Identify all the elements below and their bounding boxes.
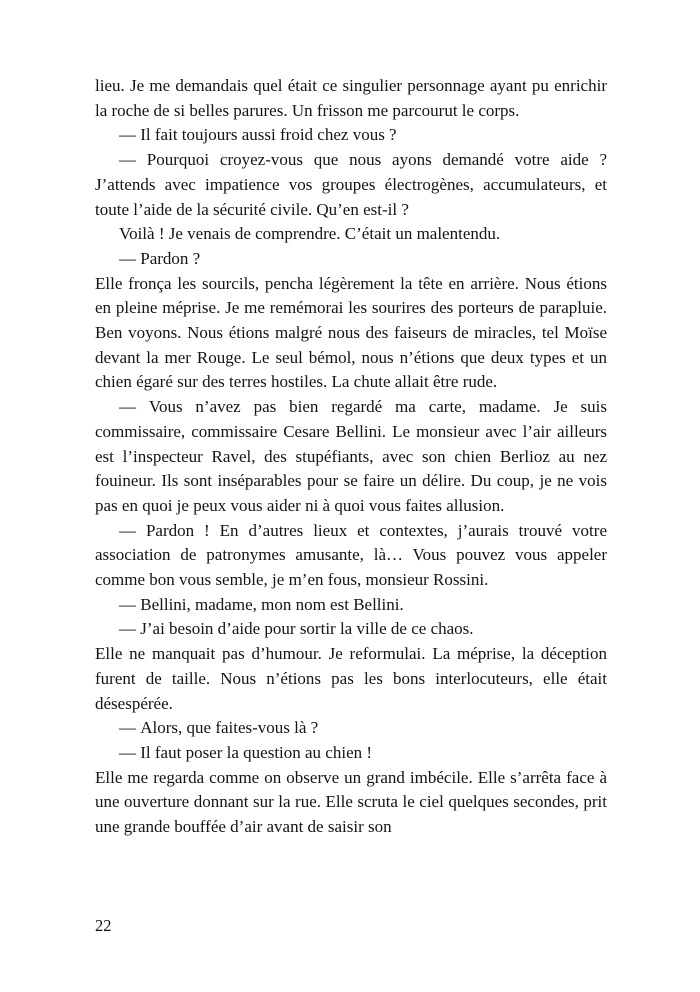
paragraph: — J’ai besoin d’aide pour sortir la ville de ce chaos. bbox=[119, 619, 474, 639]
paragraph: — Bellini, madame, mon nom est Bellini. bbox=[119, 594, 404, 614]
paragraph: lieu. Je me demandais quel était ce singulier personnage ayant pu enrichir la roche de si belles parures. Un frisson me parcourut le corps. bbox=[95, 76, 607, 120]
paragraph: Elle ne manquait pas d’humour. Je reformulai. La méprise, la déception furent de taille. Nous n’étions pas les bons interlocuteurs, elle était désespérée. bbox=[95, 644, 607, 713]
paragraph: Voilà ! Je venais de comprendre. C’était un malentendu. bbox=[119, 224, 501, 244]
paragraph: — Il faut poser la question au chien ! bbox=[119, 742, 373, 762]
paragraph: Elle me regarda comme on observe un grand imbécile. Elle s’arrêta face à une ouverture donnant sur la rue. Elle scruta le ciel quelques secondes, prit une grande bouffée d’air avant de saisir son bbox=[95, 767, 607, 837]
page-number: 22 bbox=[95, 916, 112, 935]
paragraph: — Pardon ! En d’autres lieux et contextes, j’aurais trouvé votre association de patronymes amusante, là… Vous pouvez vous appeler comme bon vous semble, je m’en fous, monsieur Rossini. bbox=[95, 520, 607, 590]
paragraph: — Pardon ? bbox=[119, 248, 201, 268]
paragraph: Elle fronça les sourcils, pencha légèrement la tête en arrière. Nous étions en pleine méprise. Je me remémorai les sourires des porteurs de parapluie. Ben voyons. Nous étions malgré nous des faiseurs de miracles, tel Moïse devant la mer Rouge. Le seul bémol, nous n’étions que deux types et un chien égaré sur des terres hostiles. La chute allait être rude. bbox=[95, 273, 607, 392]
paragraph: — Alors, que faites-vous là ? bbox=[119, 718, 319, 738]
body-text bbox=[95, 74, 607, 840]
paragraph: — Pourquoi croyez-vous que nous ayons demandé votre aide ? J’attends avec impatience vos groupes électrogènes, accumulateurs, et toute l’aide de la sécurité civile. Qu’en est-il ? bbox=[95, 150, 607, 219]
paragraph: — Il fait toujours aussi froid chez vous ? bbox=[119, 125, 397, 145]
paragraph: — Vous n’avez pas bien regardé ma carte, madame. Je suis commissaire, commissaire Cesare Bellini. Le monsieur avec l’air ailleurs est l’inspecteur Ravel, des stupéfiants, avec son chien Berlioz au nez fouineur. Ils sont inséparables pour se faire un délire. Du coup, je ne vois pas en quoi je peux vous aider ni à quoi vous faites allusion. bbox=[95, 397, 607, 515]
